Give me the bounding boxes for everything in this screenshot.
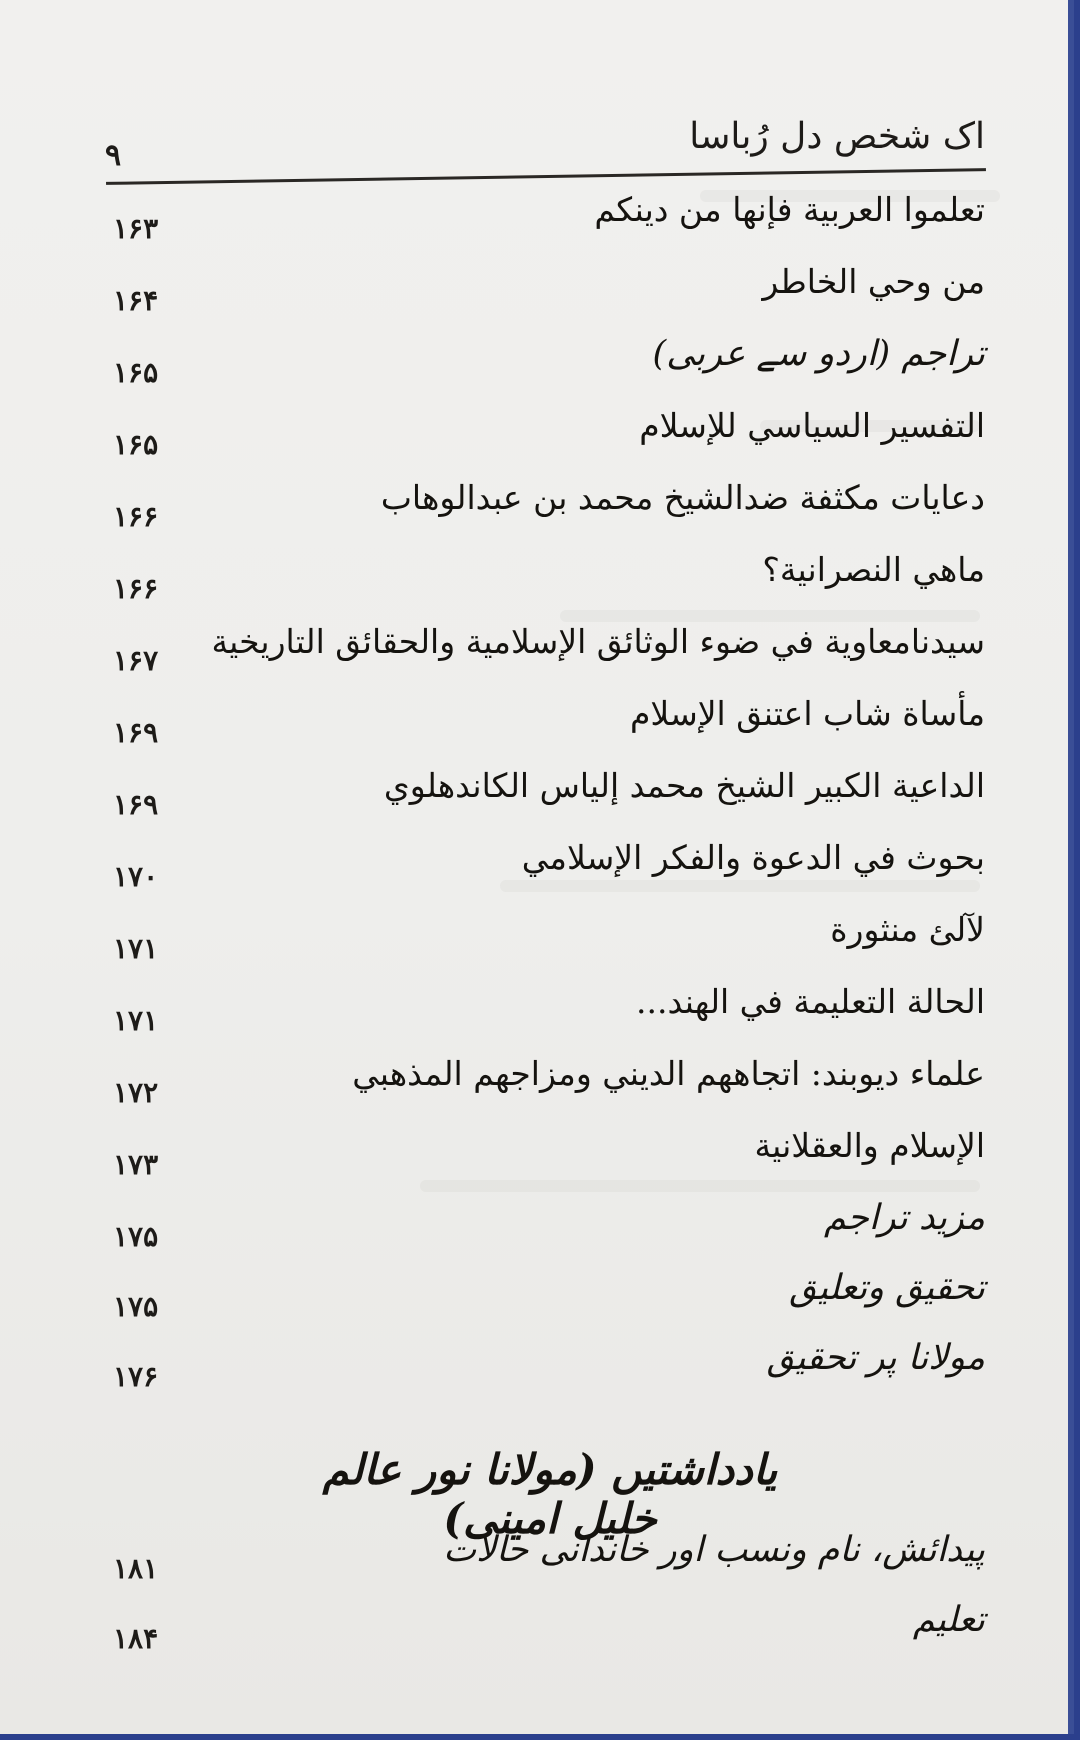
entry-title: تراجم (اردو سے عربی) — [652, 334, 985, 374]
toc-entry — [105, 478, 985, 544]
entry-page: ۱۸۱ — [113, 1552, 159, 1585]
entry-title: الحالة التعليمة في الهند... — [635, 982, 985, 1021]
entry-page: ۱۶۴ — [113, 284, 159, 317]
toc-entry — [105, 622, 985, 688]
entry-title: علماء ديوبند: اتجاههم الديني ومزاجهم المذهبي — [352, 1054, 985, 1093]
toc-entry — [105, 838, 985, 904]
entry-page: ۱۷۱ — [113, 932, 159, 965]
toc-entry — [105, 1600, 985, 1666]
toc-entry — [105, 1198, 985, 1264]
entry-page: ۱۶۵ — [113, 428, 159, 461]
running-title: اک شخص دل رُباسا — [689, 116, 985, 157]
entry-page: ۱۷۵ — [113, 1220, 159, 1253]
page-number: ۹ — [105, 138, 122, 173]
entry-title: التفسير السياسي للإسلام — [639, 406, 985, 445]
entry-page: ۱۶۷ — [113, 644, 159, 677]
entry-page: ۱۷۳ — [113, 1148, 159, 1181]
entry-title: سيدنامعاوية في ضوء الوثائق الإسلامية والحقائق التاريخية — [211, 622, 985, 661]
entry-page: ۱۶۹ — [113, 788, 159, 821]
entry-title: تعلیم — [912, 1600, 985, 1640]
entry-page: ۱۷۶ — [113, 1360, 159, 1393]
toc-entry — [105, 1268, 985, 1334]
toc-entry — [105, 1054, 985, 1120]
toc-entry — [105, 1530, 985, 1596]
toc-entry — [105, 694, 985, 760]
entry-page: ۱۶۶ — [113, 572, 159, 605]
toc-entry — [105, 550, 985, 616]
entry-title: مولانا پر تحقیق — [766, 1338, 985, 1378]
entry-page: ۱۶۵ — [113, 356, 159, 389]
entry-title: دعايات مكثفة ضدالشيخ محمد بن عبدالوهاب — [380, 478, 985, 517]
entry-title: پیدائش، نام ونسب اور خاندانی حالات — [443, 1530, 985, 1570]
entry-page: ۱۷۵ — [113, 1290, 159, 1323]
entry-title: ماهي النصرانية؟ — [762, 550, 985, 589]
toc-entry — [105, 766, 985, 832]
entry-page: ۱۸۴ — [113, 1622, 159, 1655]
toc-entry — [105, 406, 985, 472]
toc-entry — [105, 190, 985, 256]
entry-page: ۱۷۰ — [113, 860, 159, 893]
entry-title: تحقیق وتعلیق — [789, 1268, 985, 1308]
entry-title: مأساة شاب اعتنق الإسلام — [629, 694, 985, 733]
entry-title: بحوث في الدعوة والفكر الإسلامي — [521, 838, 985, 877]
section-heading: یادداشتیں (مولانا نور عالم خلیل امینی) — [322, 1445, 778, 1543]
entry-title: مزید تراجم — [823, 1198, 985, 1238]
toc-entry — [105, 334, 985, 400]
toc-entry — [105, 1338, 985, 1404]
entry-title: من وحي الخاطر — [762, 262, 985, 301]
entry-title: لآلئ منثورة — [830, 910, 985, 949]
entry-title: الداعية الكبير الشيخ محمد إلياس الكاندهلوي — [383, 766, 985, 805]
toc-entry — [105, 1126, 985, 1192]
entry-page: ۱۷۲ — [113, 1076, 159, 1109]
entry-page: ۱۶۹ — [113, 716, 159, 749]
page-header — [105, 108, 985, 178]
entry-title: تعلموا العربية فإنها من دينكم — [594, 190, 985, 229]
entry-page: ۱۷۱ — [113, 1004, 159, 1037]
toc-entry — [105, 982, 985, 1048]
entry-page: ۱۶۶ — [113, 500, 159, 533]
entry-page: ۱۶۳ — [113, 212, 159, 245]
entry-title: الإسلام والعقلانية — [754, 1126, 985, 1165]
toc-entry — [105, 262, 985, 328]
toc-entry — [105, 910, 985, 976]
